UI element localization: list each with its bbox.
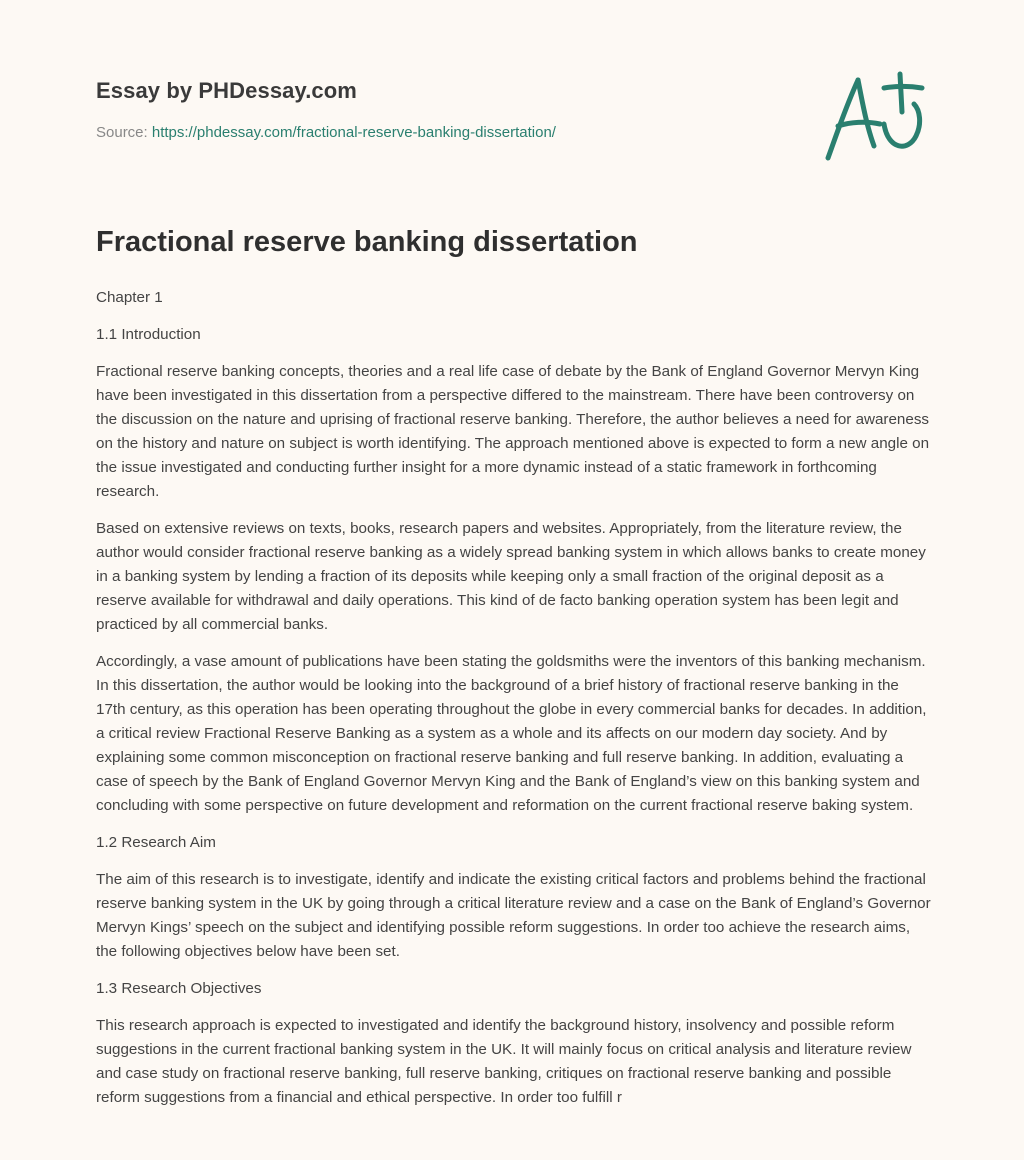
document-body: [96, 286, 932, 1123]
paragraph: Based on extensive reviews on texts, books, research papers and websites. Appropriately, from the literature review, the author would consider fractional reserve banking as a widely spread banking system in which allows banks to create money in a banking system by lending a fraction of its deposits while keeping only a small fraction of the original deposit as a reserve available for withdrawal and daily operations. This kind of de facto banking operation system has been legit and practiced by all commercial banks.: [96, 520, 926, 633]
section-heading-research-objectives: 1.3 Research Objectives: [96, 980, 262, 997]
paragraph: The aim of this research is to investigate, identify and indicate the existing critical factors and problems behind the fractional reserve banking system in the UK by going through a critical literature review and a case on the Bank of England’s Governor Mervyn Kings’ speech on the subject and identifying possible reform suggestions. In order too achieve the research aims, the following objectives below have been set.: [96, 871, 931, 960]
a-plus-logo-icon: [818, 66, 930, 166]
paragraph: This research approach is expected to investigated and identify the background history, insolvency and possible reform suggestions in the current fractional banking system in the UK. It will mainly focus on critical analysis and literature review and case study on fractional reserve banking, full reserve banking, critiques on fractional reserve banking and possible reform suggestions from a financial and ethical perspective. In order too fulfill r: [96, 1017, 912, 1106]
source-label: Source:: [96, 124, 152, 141]
section-heading-introduction: 1.1 Introduction: [96, 326, 201, 343]
paragraph: Fractional reserve banking concepts, theories and a real life case of debate by the Bank of England Governor Mervyn King have been investigated in this dissertation from a perspective differed to the mainstream. There have been controversy on the discussion on the nature and uprising of fractional reserve banking. Therefore, the author believes a need for awareness on the history and nature on subject is worth identifying. The approach mentioned above is expected to form a new angle on the issue investigated and conducting further insight for a more dynamic instead of a static framework in forthcoming research.: [96, 363, 930, 500]
section-heading-research-aim: 1.2 Research Aim: [96, 834, 216, 851]
chapter-heading: Chapter 1: [96, 289, 163, 306]
source-line: [96, 124, 556, 141]
site-title: Essay by PHDessay.com: [96, 78, 357, 103]
source-link[interactable]: https://phdessay.com/fractional-reserve-banking-dissertation/: [151, 124, 556, 141]
document-title: Fractional reserve banking dissertation: [96, 226, 638, 258]
paragraph: Accordingly, a vase amount of publications have been stating the goldsmiths were the inventors of this banking mechanism. In this dissertation, the author would be looking into the background of a brief history of fractional reserve banking in the 17th century, as this operation has been operating throughout the globe in every commercial banks for decades. In addition, a critical review Fractional Reserve Banking as a system as a whole and its affects on our modern day society. And by explaining some common misconception on fractional reserve banking and full reserve banking. In addition, evaluating a case of speech by the Bank of England Governor Mervyn King and the Bank of England’s view on this banking system and concluding with some perspective on future development and reformation on the current fractional reserve baking system.: [96, 653, 927, 814]
